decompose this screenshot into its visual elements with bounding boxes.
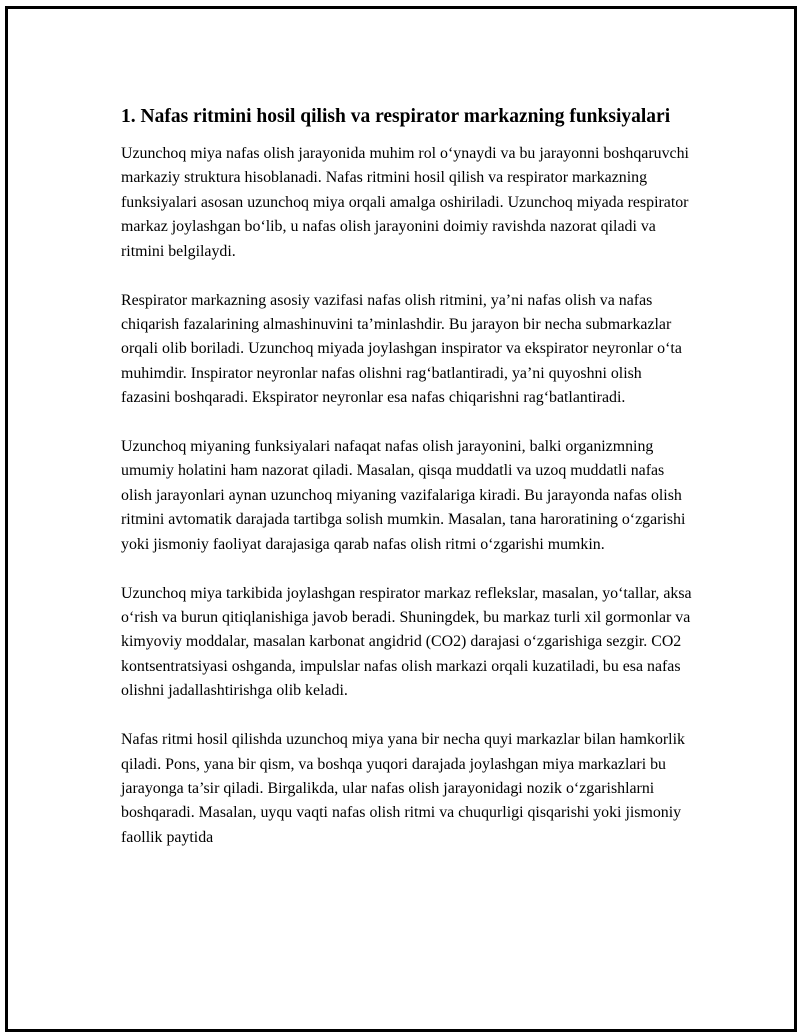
paragraph-4: Uzunchoq miya tarkibida joylashgan respirator markaz reflekslar, masalan, yo‘tallar, aksa o‘rish va burun qitiqlanishiga javob beradi. Shuningdek, bu markaz turli xil gormonlar va kimyoviy moddalar, masalan karbonat angidrid (CO2) darajasi o‘zgarishiga sezgir. CO2 kontsentratsiyasi oshganda, impulslar nafas olish markazi orqali kuzatiladi, bu esa nafas olishni jadallashtirishga olib keladi. — [121, 584, 692, 700]
paragraph-2: Respirator markazning asosiy vazifasi nafas olish ritmini, ya’ni nafas olish va nafas chiqarish fazalarining almashinuvini ta’minlashdir. Bu jarayon bir necha submarkazlar orqali olib boriladi. Uzunchoq miyada joylashgan inspirator va ekspirator neyronlar o‘ta muhimdir. Inspirator neyronlar nafas olishni rag‘batlantiradi, ya’ni quyoshni olish fazasini boshqaradi. Ekspirator neyronlar esa nafas chiqarishni rag‘batlantiradi. — [121, 291, 682, 407]
paragraph-5: Nafas ritmi hosil qilishda uzunchoq miya yana bir necha quyi markazlar bilan hamkorlik qiladi. Pons, yana bir qism, va boshqa yuqori darajada joylashgan miya markazlari bu jarayonga ta’sir qiladi. Birgalikda, ular nafas olish jarayonidagi nozik o‘zgarishlarni boshqaradi. Masalan, uyqu vaqti nafas olish ritmi va chuqurligi qisqarishi yoki jismoniy faollik paytida — [121, 731, 685, 846]
paragraph-1: Uzunchoq miya nafas olish jarayonida muhim rol o‘ynaydi va bu jarayonni boshqaruvchi markaziy struktura hisoblanadi. Nafas ritmini hosil qilish va respirator markazning funksiyalari asosan uzunchoq miya orqali amalga oshiriladi. Uzunchoq miyada respirator markaz joylashgan bo‘lib, u nafas olish jarayonini doimiy ravishda nazorat qiladi va ritmini belgilaydi. — [121, 145, 689, 260]
page-frame — [5, 6, 797, 1032]
paragraph-3: Uzunchoq miyaning funksiyalari nafaqat nafas olish jarayonini, balki organizmning umumiy holatini ham nazorat qiladi. Masalan, qisqa muddatli va uzoq muddatli nafas olish jarayonlari aynan uzunchoq miyaning vazifalariga kiradi. Bu jarayonda nafas olish ritmini avtomatik darajada tartibga solish mumkin. Masalan, tana haroratining o‘zgarishi yoki jismoniy faoliyat darajasiga qarab nafas olish ritmi o‘zgarishi mumkin. — [121, 438, 686, 553]
page-title: 1. Nafas ritmini hosil qilish va respirator markazning funksiyalari — [121, 106, 671, 127]
document-body — [121, 103, 693, 875]
